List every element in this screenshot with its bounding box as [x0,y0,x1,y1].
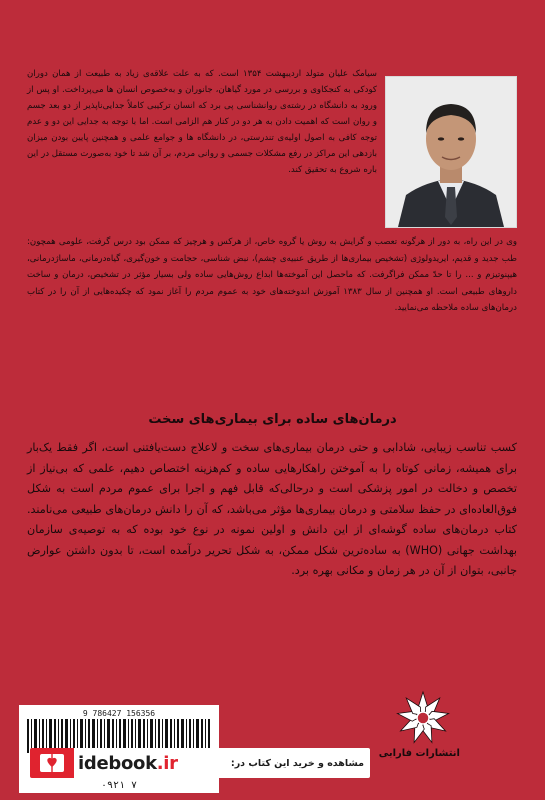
author-bio: سیامک علیان متولد اردیبهشت ۱۳۵۴ است. که به علت علاقه‌ی زیاد به طبیعت از همان دوران کودکی به کنجکاوی و بررسی در مورد گیاهان، جانوران و به‌خصوص انسان ها می‌پرداخت. او پس از ورود به دانشگاه در رشته‌ی روانشناسی پی برد که انسان ترکیبی کاملاً جدایی‌ناپذیر از دو بعد جسم و روان است که اهمیت دادن به هر دو در کنار هم الزامی است. اما با توجه به جدایی این دو و عدم توجه کافی به اصول اولیه‌ی تندرستی، در دانشگاه ها و جوامع علمی و همچنین پایین بودن میزان بازدهی این مراکز در رفع مشکلات جسمی و روانی مردم، بر آن شد تا خود به‌صورت مستقل در این باره شروع به تحقیق کند. [27,69,377,175]
author-portrait-icon [386,77,516,227]
idebook-banner[interactable] [30,748,370,778]
idebook-brand-main: idebook [78,752,157,774]
publisher-logo [378,690,460,759]
idebook-logo [78,753,178,774]
author-photo [385,76,517,228]
book-heart-icon [37,751,67,775]
idebook-cta: مشاهده و خرید این کتاب در: [230,757,364,769]
idebook-brand-suffix: .ir [156,752,178,774]
flower-logo-icon [395,690,451,746]
publisher-name: انتشارات فارابی [378,748,460,759]
author-bio-continued: وی در این راه، به دور از هرگونه تعصب و گرایش به روش یا گروه خاص، از هرکس و هرچیز که ممکن بود درس گرفت، علومی همچون: طب جدید و قدیم، ایریدولوژی (تشخیص بیماری‌ها از طریق عنبیه‌ی چشم)، نبض شناسی، حجامت و خون‌گیری، گیاه‌درمانی، ماساژدرمانی، هیپنوتیزم و ... را تا حدّ ممکن فراگرفت. که ماحصل این آموخته‌ها ابداع روش‌هایی ساده ولی بسیار مؤثر در تشخیص، درمان و ساخت داروهای طبیعی است. او همچنین از سال ۱۳۸۳ آموزش اندوخته‌های خود به عموم مردم را آغاز نمود که چکیده‌هایی از آن را در کتاب درمان‌های ساده ملاحظه می‌نمایید. [27,237,517,313]
book-description: کسب تناسب زیبایی، شادابی و حتی درمان بیماری‌های سخت و لاعلاج دست‌یافتنی است، اگر فقط یک‌بار برای همیشه، زمانی کوتاه را به آموختن راهکارهایی ساده و کم‌هزینه اختصاص دهیم، علمی که بی‌نیاز از تخصص و دخالت در امور پزشکی است و درحالی‌که قابل فهم و اجرا برای عموم مردم است به شکل فوق‌العاده‌ای در حفظ سلامتی و درمان بیماری‌ها مؤثر می‌باشد، که آن را دانش درمان‌های طبیعی می‌نامند. کتاب درمان‌های ساده گوشه‌ای از این دانش و اولین نمونه در نوع خود بوده که به توصیه‌ی سازمان بهداشت جهانی (WHO) به ساده‌ترین شکل ممکن، به شکل تحریر درآمده است، تا بدون داشتن عوارض جانبی، بتوان از آن در هر زمان و مکانی بهره برد. [27,441,517,577]
isbn-digits: 9 786427 156356 [82,709,156,718]
idebook-badge [30,748,74,778]
book-heading: درمان‌های ساده برای بیماری‌های سخت [148,412,397,427]
isbn-code: ۰۹۲۱ ۷ [100,780,138,791]
